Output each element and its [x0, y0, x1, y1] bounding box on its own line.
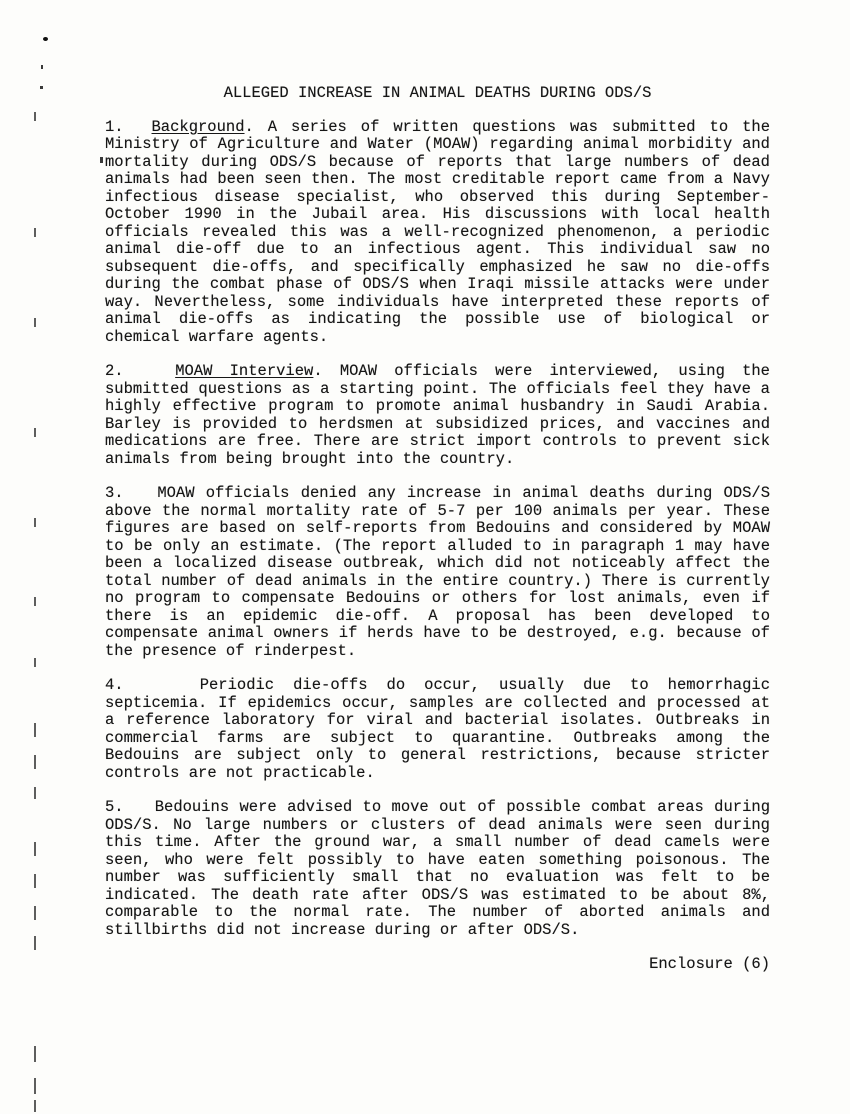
paragraph-number: 1.: [105, 117, 152, 136]
scan-artifact: [100, 157, 103, 163]
paragraph-number: 5.: [105, 798, 155, 816]
paragraph-text: Bedouins were advised to move out of possible combat areas during ODS/S. No large numbers or clusters of dead animals were seen during this time. After the ground war, a small number of dead camels were seen, who were felt possibly to have eaten something poisonous. The number was sufficiently small that no evaluation was felt to be indicated. The death rate after ODS/S was estimated to be about 8%, comparable to the normal rate. The number of aborted animals and stillbirths did not increase during or after ODS/S.: [105, 798, 770, 939]
paragraph-1: [105, 119, 770, 347]
paragraph-2: [105, 363, 770, 468]
paragraph-number: 4.: [105, 676, 200, 694]
paragraph-number: 3.: [105, 484, 158, 502]
document-title: ALLEGED INCREASE IN ANIMAL DEATHS DURING ODS/S: [223, 84, 652, 102]
scan-artifact: [34, 658, 36, 667]
scan-artifact: [41, 65, 43, 69]
scan-artifact: [34, 518, 36, 527]
scan-artifact: [34, 906, 36, 920]
paragraph-text: MOAW officials were interviewed, using the submitted questions as a starting point. The officials feel they have a highly effective program to promote animal husbandry in Saudi Arabia. Barley is provided to herdsmen at subsidized prices, and vaccines and medications are free. There are strict import controls to prevent sick animals from being brought into the country.: [105, 362, 770, 468]
scan-artifact: [34, 936, 36, 950]
paragraph-text: MOAW officials denied any increase in animal deaths during ODS/S above the normal mortality rate of 5-7 per 100 animals per year. These figures are based on self-reports from Bedouins and considered by MOAW to be only an estimate. (The report alluded to in paragraph 1 may have been a localized disease outbreak, which did not noticeably affect the total number of dead animals in the entire country.) There is currently no program to compensate Bedouins or others for lost animals, even if there is an epidemic die-off. A proposal has been developed to compensate animal owners if herds have to be destroyed, e.g. because of the presence of rinderpest.: [105, 484, 770, 660]
scan-artifact: [34, 842, 36, 856]
scan-artifact: [34, 428, 36, 437]
paragraph-number: 2.: [105, 362, 176, 380]
paragraph-heading: Background: [151, 117, 245, 136]
scan-artifact: [34, 318, 36, 327]
scan-artifact: [34, 723, 36, 737]
scan-artifact: [40, 86, 43, 89]
scan-artifact: [34, 755, 36, 769]
enclosure-label: Enclosure (6): [649, 955, 770, 973]
paragraph-separator: .: [313, 362, 340, 380]
paragraph-4: [105, 677, 770, 782]
scan-artifact: [34, 597, 36, 606]
paragraph-5: [105, 799, 770, 939]
document-body: [105, 85, 770, 974]
scan-artifact: [34, 1100, 36, 1112]
scan-artifact: [34, 228, 36, 237]
paragraph-heading: MOAW Interview: [175, 362, 314, 380]
paragraph-text: A series of written questions was submitted to the Ministry of Agriculture and Water (MOAW) regarding animal morbidity and mortality during ODS/S because of reports that large numbers of dead animals had been seen then. The most creditable report came from a Navy infectious disease specialist, who observed this during September-October 1990 in the Jubail area. His discussions with local health officials revealed this was a well-recognized phenomenon, a periodic animal die-off due to an infectious agent. This individual saw no subsequent die-offs, and specifically emphasized he saw no die-offs during the combat phase of ODS/S when Iraqi missile attacks were under way. Nevertheless, some individuals have interpreted these reports of animal die-offs as indicating the possible use of biological or chemical warfare agents.: [105, 117, 770, 346]
scan-artifact: [34, 112, 36, 121]
paragraph-separator: .: [244, 117, 268, 136]
paragraph-text: Periodic die-offs do occur, usually due to hemorrhagic septicemia. If epidemics occur, samples are collected and processed at a reference laboratory for viral and bacterial isolates. Outbreaks in commercial farms are subject to quarantine. Outbreaks among the Bedouins are subject only to general restrictions, because stricter controls are not practicable.: [105, 676, 770, 782]
scan-artifact: [34, 874, 36, 888]
scan-artifact: [34, 787, 36, 799]
scan-artifact: [34, 1046, 36, 1062]
paragraph-3: [105, 485, 770, 660]
scan-artifact: [34, 1078, 36, 1094]
scan-artifact: [43, 37, 48, 41]
